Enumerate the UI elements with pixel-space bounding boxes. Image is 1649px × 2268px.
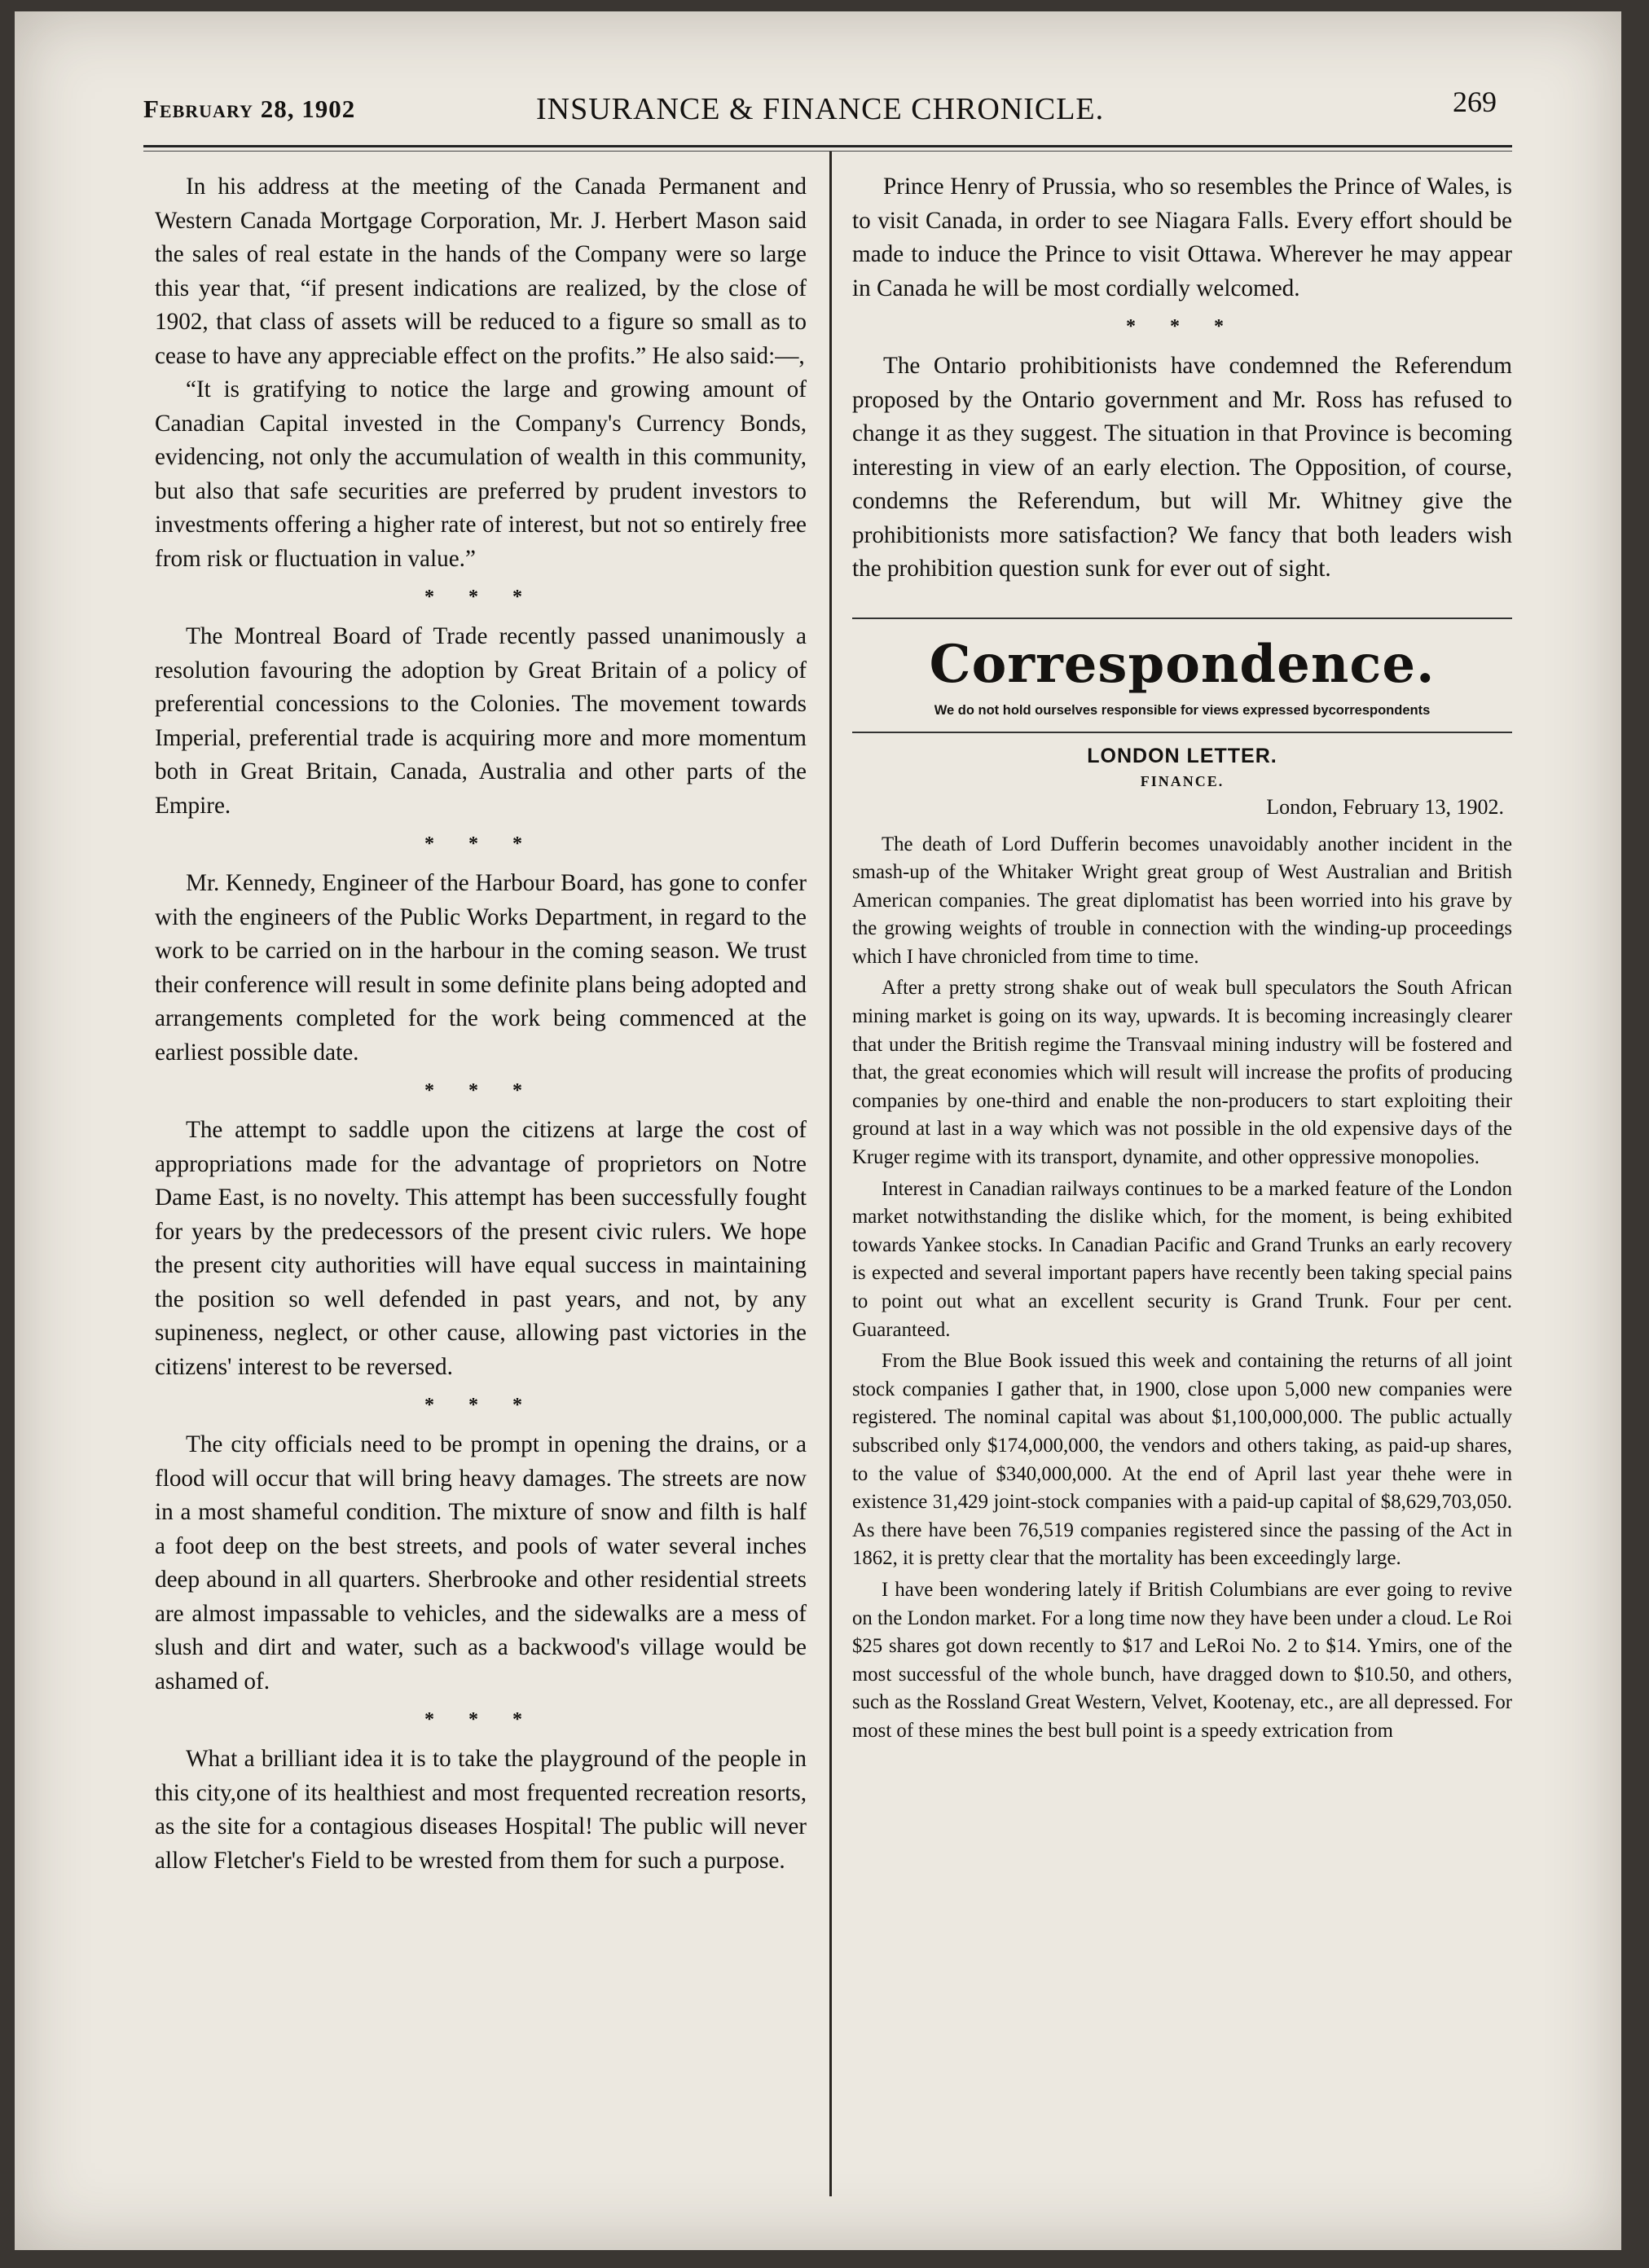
paragraph: The city officials need to be prompt in opening the drains, or a flood will occur that will bring heavy damages. The streets are now in a most shameful condition. The mixture of snow and filth is half a foot deep on the best streets, and pools of water several inches deep abound in all quarters. Sherbrooke and other residential streets are almost impassable to vehicles, and the sidewalks are a mess of slush and dirt and water, such as a backwood's village would be ashamed of. bbox=[155, 1431, 807, 1694]
section-rule bbox=[852, 618, 1512, 619]
letter-paragraph: Interest in Canadian railways continues to be a marked feature of the London market notwithstanding the dislike which, for the moment, is being exhibited towards Yankee stocks. In Canadian Pacific and Grand Trunks an early recovery is expected and several important papers have recently been taking special pains to point out what an excellent security is Grand Trunk. Four per cent. Guaranteed. bbox=[852, 1177, 1512, 1341]
paragraph: The attempt to saddle upon the citizens at large the cost of appropriations made for the advantage of proprietors on Notre Dame East, is no novelty. This attempt has been successfully fought for years by the predecessors of the present civic rulers. We hope the present city authorities will have equal success in maintaining the position so well defended in past years, and not, by any supineness, neglect, or other cause, allowing past victories in the citizens' interest to be reversed. bbox=[155, 1117, 807, 1380]
section-separator: * * * bbox=[424, 1080, 537, 1101]
section-separator: * * * bbox=[424, 1709, 537, 1730]
paragraph: Mr. Kennedy, Engineer of the Harbour Board, has gone to confer with the engineers of the Public Works Department, in regard to the work to be carried on in the harbour in the coming season. We trust their conference will result in some definite plans being adopted and arrangements completed for the work being commenced at the earliest possible date. bbox=[155, 870, 807, 1066]
publication-title: INSURANCE & FINANCE CHRONICLE. bbox=[536, 92, 1105, 126]
newspaper-page bbox=[15, 11, 1621, 2250]
column-divider bbox=[829, 152, 832, 2196]
letter-paragraph: From the Blue Book issued this week and containing the returns of all joint stock companies I gather that, in 1900, close upon 5,000 new companies were registered. The nominal capital was about $1,100,000,000. The public actually subscribed only $174,000,000, the vendors and others taking, as paid-up shares, to the value of $340,000,000. At the end of April last year thehe were in existence 31,429 joint-stock companies with a paid-up capital of $8,629,703,050. As there have been 76,519 companies registered since the passing of the Act in 1862, it is pretty clear that the mortality has been exceedingly large. bbox=[852, 1350, 1512, 1570]
letter-title: LONDON LETTER. bbox=[1087, 744, 1277, 767]
letter-paragraph: After a pretty strong shake out of weak bull speculators the South African mining market is going on its way, upwards. It is becoming increasingly clearer that under the British regime the Transvaal mining industry will be fostered and that, the great economies which will result will increase the profits of producing companies by one-third and enable the non-producers to start exploiting their ground at last in a way which was not possible in the old expensive days of the Kruger regime with its transport, dynamite, and other oppressive monopolies. bbox=[852, 977, 1512, 1169]
letter-paragraph: The death of Lord Dufferin becomes unavoidably another incident in the smash-up of the Whitaker Wright great group of West Australian and British American companies. The great diplomatist has been worried into his grave by the growing weights of trouble in connection with the winding-up proceedings which I have chronicled from time to time. bbox=[852, 833, 1512, 968]
paragraph: The Montreal Board of Trade recently passed unanimously a resolution favouring the adoption by Great Britain of a policy of preferential concessions to the Colonies. The movement towards Imperial, preferential trade is acquiring more and more momentum both in Great Britain, Canada, Australia and other parts of the Empire. bbox=[155, 623, 807, 819]
letter-paragraph: I have been wondering lately if British Columbians are ever going to revive on the London market. For a long time now they have been under a cloud. Le Roi $25 shares got down recently to $17 and LeRoi No. 2 to $14. Ymirs, one of the most successful of the whole bunch, have dragged down to $10.50, and others, such as the Rossland Great Western, Velvet, Kootenay, etc., are all depressed. For most of these mines the best bull point is a speedy extrication from bbox=[852, 1578, 1512, 1742]
section-separator: * * * bbox=[424, 833, 537, 855]
paragraph: “It is gratifying to notice the large and growing amount of Canadian Capital invested in the Company's Currency Bonds, evidencing, not only the accumulation of wealth in this community, but also that safe securities are preferred by prudent investors to investments offering a higher rate of interest, but not so entirely free from risk or fluctuation in value.” bbox=[155, 376, 807, 572]
section-separator: * * * bbox=[424, 1395, 537, 1416]
paragraph: What a brilliant idea it is to take the playground of the people in this city,one of its healthiest and most frequented recreation resorts, as the site for a contagious diseases Hospital! The public will never allow Fletcher's Field to be wrested from them for such a purpose. bbox=[155, 1746, 807, 1874]
page-header bbox=[15, 85, 1621, 134]
paragraph: Prince Henry of Prussia, who so resembles the Prince of Wales, is to visit Canada, in order to see Niagara Falls. Every effort should be made to induce the Prince to visit Ottawa. Wherever he may appear in Canada he will be most cordially welcomed. bbox=[852, 174, 1512, 301]
letter-subtitle: FINANCE. bbox=[1140, 772, 1225, 789]
letter-dateline: London, February 13, 1902. bbox=[1266, 794, 1504, 819]
section-separator: * * * bbox=[424, 587, 537, 608]
correspondence-disclaimer: We do not hold ourselves responsible for views expressed bycorrespondents bbox=[934, 702, 1431, 718]
header-date: February 28, 1902 bbox=[143, 94, 356, 123]
section-separator: * * * bbox=[1126, 316, 1238, 337]
paragraph: In his address at the meeting of the Canada Permanent and Western Canada Mortgage Corporation, Mr. J. Herbert Mason said the sales of real estate in the hands of the Company were so large this year that, “if present indications are realized, by the close of 1902, that class of assets will be reduced to a figure so small as to cease to have any appreciable effect on the profits.” He also said:—, bbox=[155, 174, 807, 369]
header-rule bbox=[143, 145, 1512, 152]
correspondence-heading: Correspondence. bbox=[929, 633, 1436, 695]
left-column bbox=[155, 170, 807, 1878]
paragraph: The Ontario prohibitionists have condemned the Referendum proposed by the Ontario government and Mr. Ross has refused to change it as they suggest. The situation in that Province is becoming interesting in view of an early election. The Opposition, of course, condemns the Referendum, but will Mr. Whitney give the prohibitionists more satisfaction? We fancy that both leaders wish the prohibition question sunk for ever out of sight. bbox=[852, 353, 1512, 582]
section-rule bbox=[852, 732, 1512, 733]
right-column bbox=[852, 170, 1512, 1749]
page-number: 269 bbox=[1453, 86, 1497, 118]
